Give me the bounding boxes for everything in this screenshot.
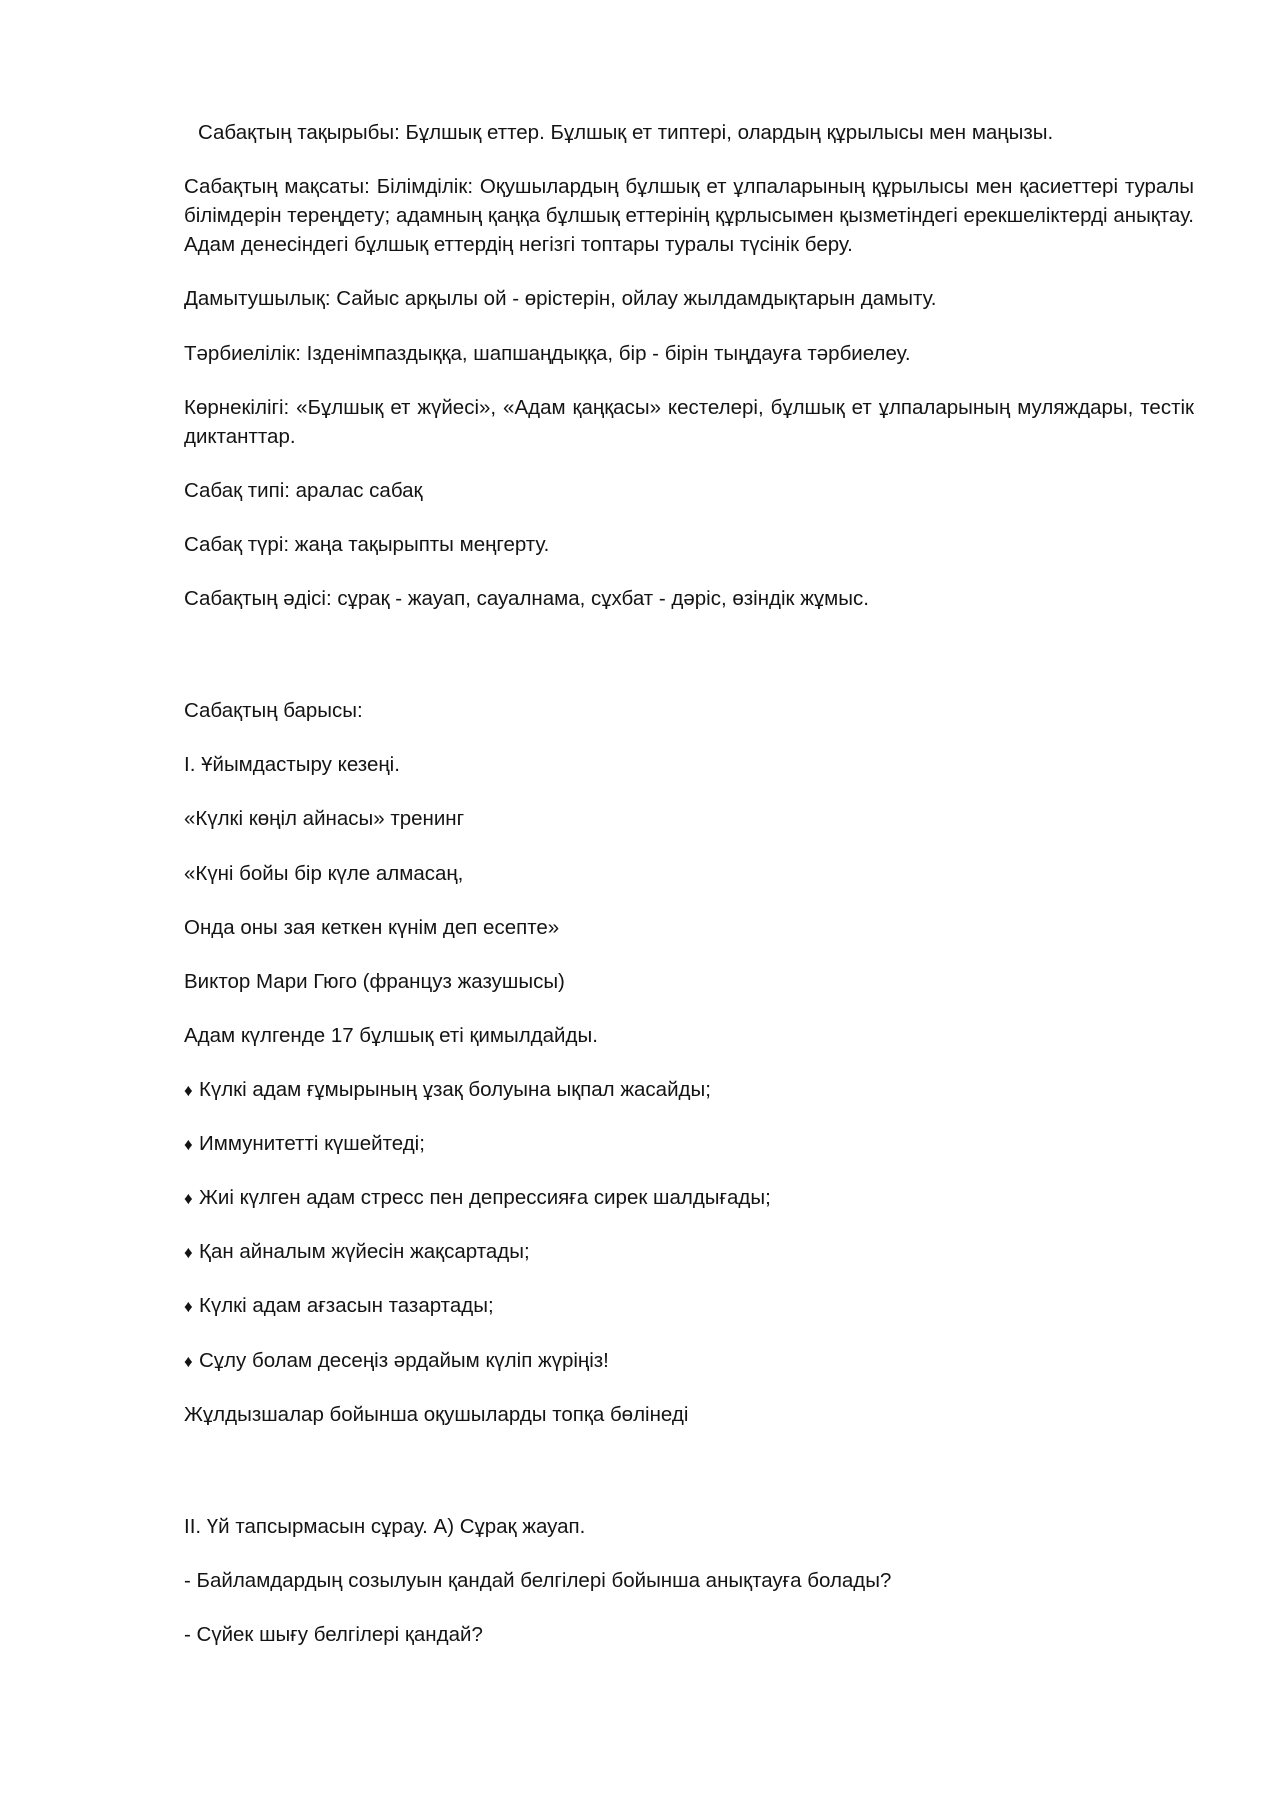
bullet-item: [184, 1346, 1194, 1375]
quote-author: Виктор Мари Гюго (француз жазушысы): [184, 969, 565, 993]
lesson-developmental-goal: Дамытушылық: Сайыс арқылы ой - өрістерін, ойлау жылдамдықтарын дамыту.: [184, 287, 937, 311]
diamond-bullet-icon: ♦: [184, 1297, 193, 1317]
bullet-item: [184, 1291, 1194, 1320]
lesson-progress-heading: Сабақтың барысы:: [184, 699, 363, 723]
bullet-item: [184, 1075, 1194, 1104]
question-1: - Байламдардың созылуын қандай белгілері бойынша анықтауға болады?: [184, 1568, 892, 1592]
bullet-item: [184, 1237, 1194, 1266]
document-body: [184, 118, 1194, 1674]
bullet-text: Күлкі адам ағзасын тазартады;: [199, 1294, 494, 1318]
diamond-bullet-icon: ♦: [184, 1135, 193, 1155]
bullet-text: Жиі күлген адам стресс пен депрессияға сирек шалдығады;: [199, 1186, 771, 1210]
lesson-method: Сабақтың әдісі: сұрақ - жауап, сауалнама, сұхбат - дәріс, өзіндік жұмыс.: [184, 587, 869, 611]
grouping-note: Жұлдызшалар бойынша оқушыларды топқа бөлінеді: [184, 1402, 689, 1426]
bullet-text: Күлкі адам ғұмырының ұзақ болуына ықпал жасайды;: [199, 1077, 711, 1101]
training-title: «Күлкі көңіл айнасы» тренинг: [184, 807, 465, 831]
laughter-fact: Адам күлгенде 17 бұлшық еті қимылдайды.: [184, 1023, 598, 1047]
bullet-item: [184, 1183, 1194, 1212]
lesson-topic: Сабақтың тақырыбы: Бұлшық еттер. Бұлшық ет типтері, олардың құрылысы мен маңызы.: [198, 121, 1054, 144]
bullet-text: Қан айналым жүйесін жақсартады;: [199, 1240, 530, 1264]
lesson-goal: Сабақтың мақсаты: Білімділік: Оқушылардың бұлшық ет ұлпаларының құрылысы мен қасиеттері туралы білімдерін тереңдету; адамның қаңқа бұлшық еттерінің құрлысымен қызметіндегі ерекшеліктерді анықтау. Адам денесіндегі бұлшық еттердің негізгі топтары туралы түсінік беру.: [184, 175, 1194, 257]
lesson-kind: Сабақ түрі: жаңа тақырыпты меңгерту.: [184, 532, 550, 556]
lesson-educational-goal: Тәрбиелілік: Ізденімпаздыққа, шапшаңдыққа, бір - бірін тыңдауға тәрбиелеу.: [184, 341, 911, 365]
question-2: - Сүйек шығу белгілері қандай?: [184, 1622, 483, 1646]
bullet-text: Сұлу болам десеңіз әрдайым күліп жүріңіз!: [199, 1348, 609, 1372]
diamond-bullet-icon: ♦: [184, 1351, 193, 1371]
stage-one-heading: І. Ұйымдастыру кезеңі.: [184, 753, 400, 777]
quote-line-1: «Күні бойы бір күле алмасаң,: [184, 861, 464, 885]
diamond-bullet-icon: ♦: [184, 1080, 193, 1100]
diamond-bullet-icon: ♦: [184, 1189, 193, 1209]
blank-line: [184, 1454, 1194, 1512]
bullet-text: Иммунитетті күшейтеді;: [199, 1132, 425, 1156]
lesson-visual-aids: Көрнекілігі: «Бұлшық ет жүйесі», «Адам қаңқасы» кестелері, бұлшық ет ұлпаларының муляждары, тестік диктанттар.: [184, 395, 1194, 448]
blank-line: [184, 638, 1194, 696]
quote-line-2: Онда оны зая кеткен күнім деп есепте»: [184, 915, 560, 939]
bullet-item: [184, 1129, 1194, 1158]
diamond-bullet-icon: ♦: [184, 1243, 193, 1263]
stage-two-heading: ІІ. Үй тапсырмасын сұрау. А) Сұрақ жауап.: [184, 1514, 586, 1538]
lesson-type: Сабақ типі: аралас сабақ: [184, 478, 423, 502]
